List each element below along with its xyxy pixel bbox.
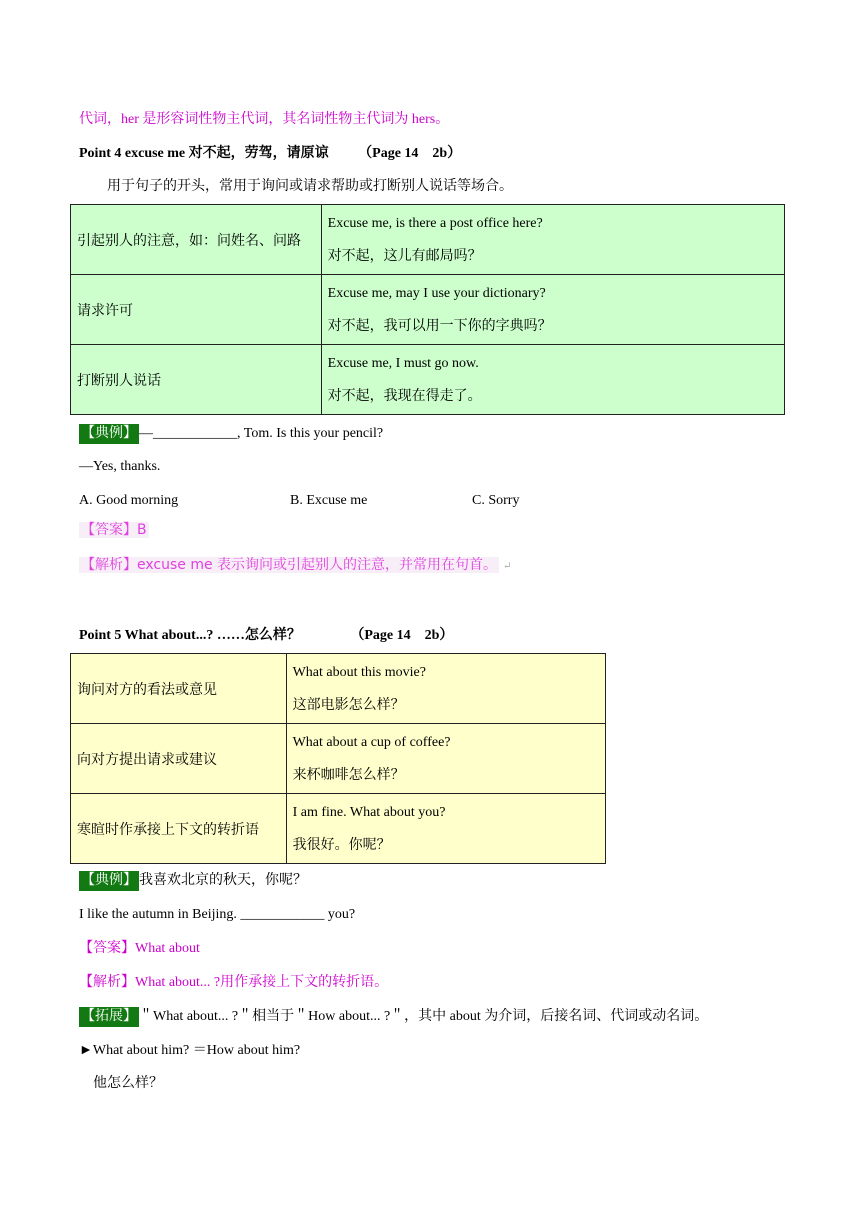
table-row — [71, 275, 785, 345]
example-cell — [286, 654, 605, 724]
example-cell — [286, 724, 605, 794]
example-en: Excuse me, is there a post office here? — [327, 216, 543, 231]
point4-example — [79, 424, 383, 444]
table-row — [71, 345, 785, 415]
point5-page-ref: （Page 14 2b） — [350, 628, 454, 643]
point5-heading — [79, 627, 453, 645]
option-c: C. Sorry — [472, 493, 520, 508]
point4-heading — [79, 145, 461, 163]
example-tag: 【典例】 — [79, 424, 139, 444]
usage-cell: 请求许可 — [71, 275, 322, 345]
bullet-example-en: ►What about him? ＝How about him? — [79, 1043, 301, 1058]
extend-tag: 【拓展】 — [79, 1007, 139, 1027]
example-zh: 对不起，这儿有邮局吗？ — [327, 249, 482, 264]
example-cell — [286, 794, 605, 864]
option-a: A. Good morning — [79, 493, 179, 508]
usage-cell: 引起别人的注意，如：问姓名、问路 — [71, 205, 322, 275]
point5-title: Point 5 What about...? ……怎么样？ — [79, 628, 301, 643]
example-en-sentence: I like the autumn in Beijing. ____________ you? — [79, 907, 356, 922]
usage-cell: 寒暄时作承接上下文的转折语 — [71, 794, 287, 864]
extend-text: ＂What about... ?＂相当于＂How about... ?＂，其中 about 为介词，后接名词、代词或动名词。 — [139, 1009, 709, 1024]
table-row — [71, 654, 606, 724]
point4-analysis — [79, 554, 511, 576]
example-zh: 我很好。你呢？ — [292, 838, 391, 853]
point5-analysis: 【解析】What about... ?用作承接上下文的转折语。 — [79, 975, 389, 990]
example-cell — [321, 345, 784, 415]
point5-answer: 【答案】What about — [79, 941, 200, 956]
point4-table — [70, 204, 785, 415]
answer-text: 【答案】B — [81, 522, 147, 538]
usage-cell: 打断别人说话 — [71, 345, 322, 415]
point5-table — [70, 653, 606, 864]
example-reply: —Yes, thanks. — [79, 459, 161, 474]
point4-answer — [79, 519, 149, 541]
example-zh: 来杯咖啡怎么样？ — [292, 768, 405, 783]
return-mark-icon: ↵ — [503, 561, 512, 572]
example-zh: 这部电影怎么样？ — [292, 698, 405, 713]
point4-intro: 用于句子的开头，常用于询问或请求帮助或打断别人说话等场合。 — [107, 179, 513, 194]
example-en: Excuse me, I must go now. — [327, 356, 479, 371]
bullet-example-zh: 他怎么样？ — [93, 1076, 163, 1091]
table-row — [71, 794, 606, 864]
point4-page-ref: （Page 14 2b） — [358, 146, 462, 161]
example-en: I am fine. What about you? — [292, 805, 446, 820]
example-en: What about this movie? — [292, 665, 426, 680]
point5-example — [79, 871, 307, 891]
example-zh: 对不起，我现在得走了。 — [327, 389, 482, 404]
example-cell — [321, 275, 784, 345]
point5-extend — [79, 1007, 708, 1027]
table-row — [71, 724, 606, 794]
example-tag: 【典例】 — [79, 871, 139, 891]
example-cell — [321, 205, 784, 275]
example-en: What about a cup of coffee? — [292, 735, 451, 750]
usage-cell: 向对方提出请求或建议 — [71, 724, 287, 794]
table-row — [71, 205, 785, 275]
usage-cell: 询问对方的看法或意见 — [71, 654, 287, 724]
example-question: —____________, Tom. Is this your pencil? — [139, 426, 384, 441]
example-zh: 对不起，我可以用一下你的字典吗？ — [327, 319, 552, 334]
analysis-text: 【解析】excuse me 表示询问或引起别人的注意，并常用在句首。 — [81, 557, 498, 573]
example-zh-sentence: 我喜欢北京的秋天，你呢？ — [139, 873, 307, 888]
option-b: B. Excuse me — [290, 493, 368, 508]
continuation-text: 代词，her 是形容词性物主代词，其名词性物主代词为 hers。 — [79, 112, 450, 127]
point4-title: Point 4 excuse me 对不起，劳驾，请原谅 — [79, 146, 329, 161]
example-en: Excuse me, may I use your dictionary? — [327, 286, 546, 301]
